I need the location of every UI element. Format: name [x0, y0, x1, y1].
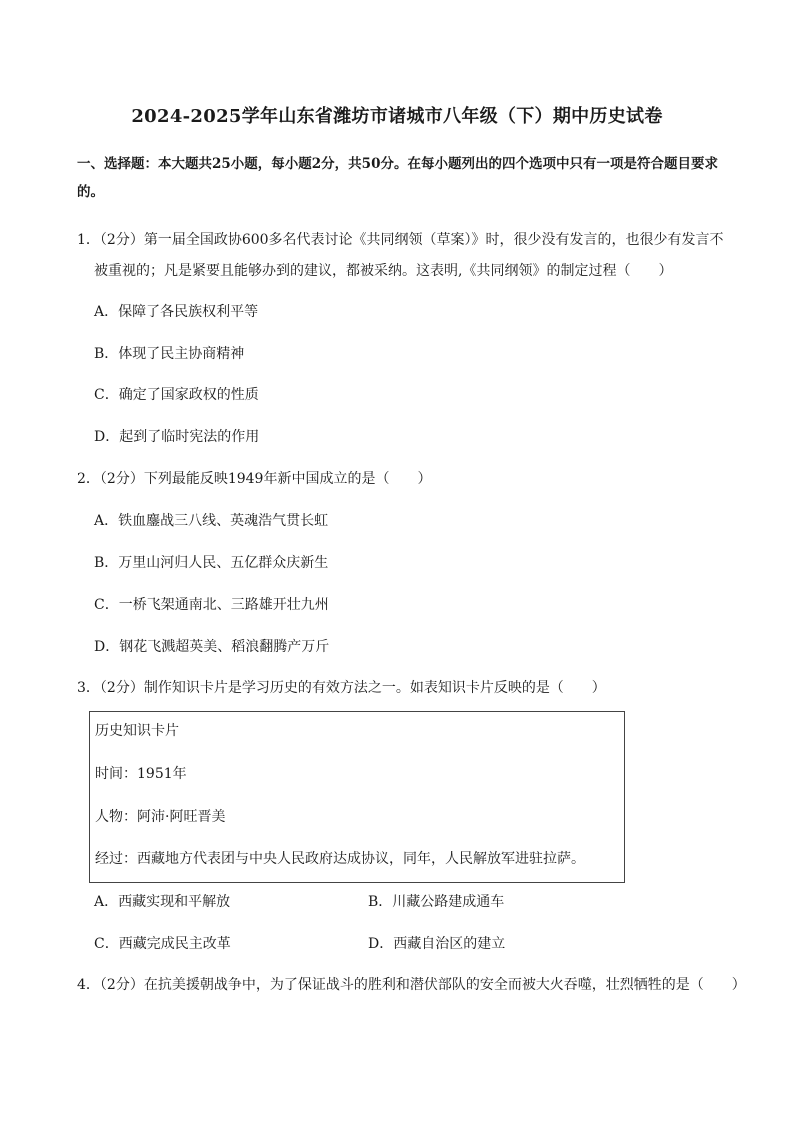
question-2-stem: 2．（2分）下列最能反映1949年新中国成立的是（ ）: [77, 471, 432, 487]
page-title: 2024-2025学年山东省潍坊市诸城市八年级（下）期中历史试卷: [131, 106, 663, 127]
card-title: 历史知识卡片: [95, 723, 179, 739]
knowledge-card: [89, 711, 625, 883]
card-person: 人物：阿沛·阿旺晋美: [95, 809, 226, 825]
question-4-stem: 4．（2分）在抗美援朝战争中，为了保证战斗的胜利和潜伏部队的安全而被大火吞噬，壮烈牺牲的是（ ）: [77, 977, 746, 993]
question-1-stem-cont: 被重视的；凡是紧要且能够办到的建议，都被采纳。这表明,《共同纲领》的制定过程（ ）: [94, 263, 673, 279]
question-3-option-b: B．川藏公路建成通车: [368, 894, 505, 910]
question-2-option-d: D．钢花飞溅超英美、稻浪翻腾产万斤: [94, 639, 330, 655]
question-3-option-d: D．西藏自治区的建立: [368, 936, 506, 952]
question-3-option-c: C．西藏完成民主改革: [94, 936, 231, 952]
card-process: 经过：西藏地方代表团与中央人民政府达成协议，同年，人民解放军进驻拉萨。: [95, 851, 585, 867]
question-2-option-b: B．万里山河归人民、五亿群众庆新生: [94, 555, 329, 571]
question-3-stem: 3．（2分）制作知识卡片是学习历史的有效方法之一。如表知识卡片反映的是（ ）: [77, 680, 606, 696]
section-heading: 一、选择题：本大题共25小题，每小题2分，共50分。在每小题列出的四个选项中只有一项是符合题目要求的。: [77, 156, 718, 200]
question-2-option-a: A．铁血鏖战三八线、英魂浩气贯长虹: [94, 513, 329, 529]
question-1-stem: 1．（2分）第一届全国政协600多名代表讨论《共同纲领（草案）》时，很少没有发言的，也很少有发言不: [77, 232, 724, 248]
question-1-option-a: A．保障了各民族权利平等: [94, 304, 259, 320]
question-3-option-a: A．西藏实现和平解放: [94, 894, 231, 910]
question-2-option-c: C．一桥飞架通南北、三路雄开壮九州: [94, 597, 329, 613]
question-1-option-d: D．起到了临时宪法的作用: [94, 429, 260, 445]
card-time: 时间：1951年: [95, 766, 187, 782]
question-1-option-c: C．确定了国家政权的性质: [94, 387, 259, 403]
question-1-option-b: B．体现了民主协商精神: [94, 346, 245, 362]
